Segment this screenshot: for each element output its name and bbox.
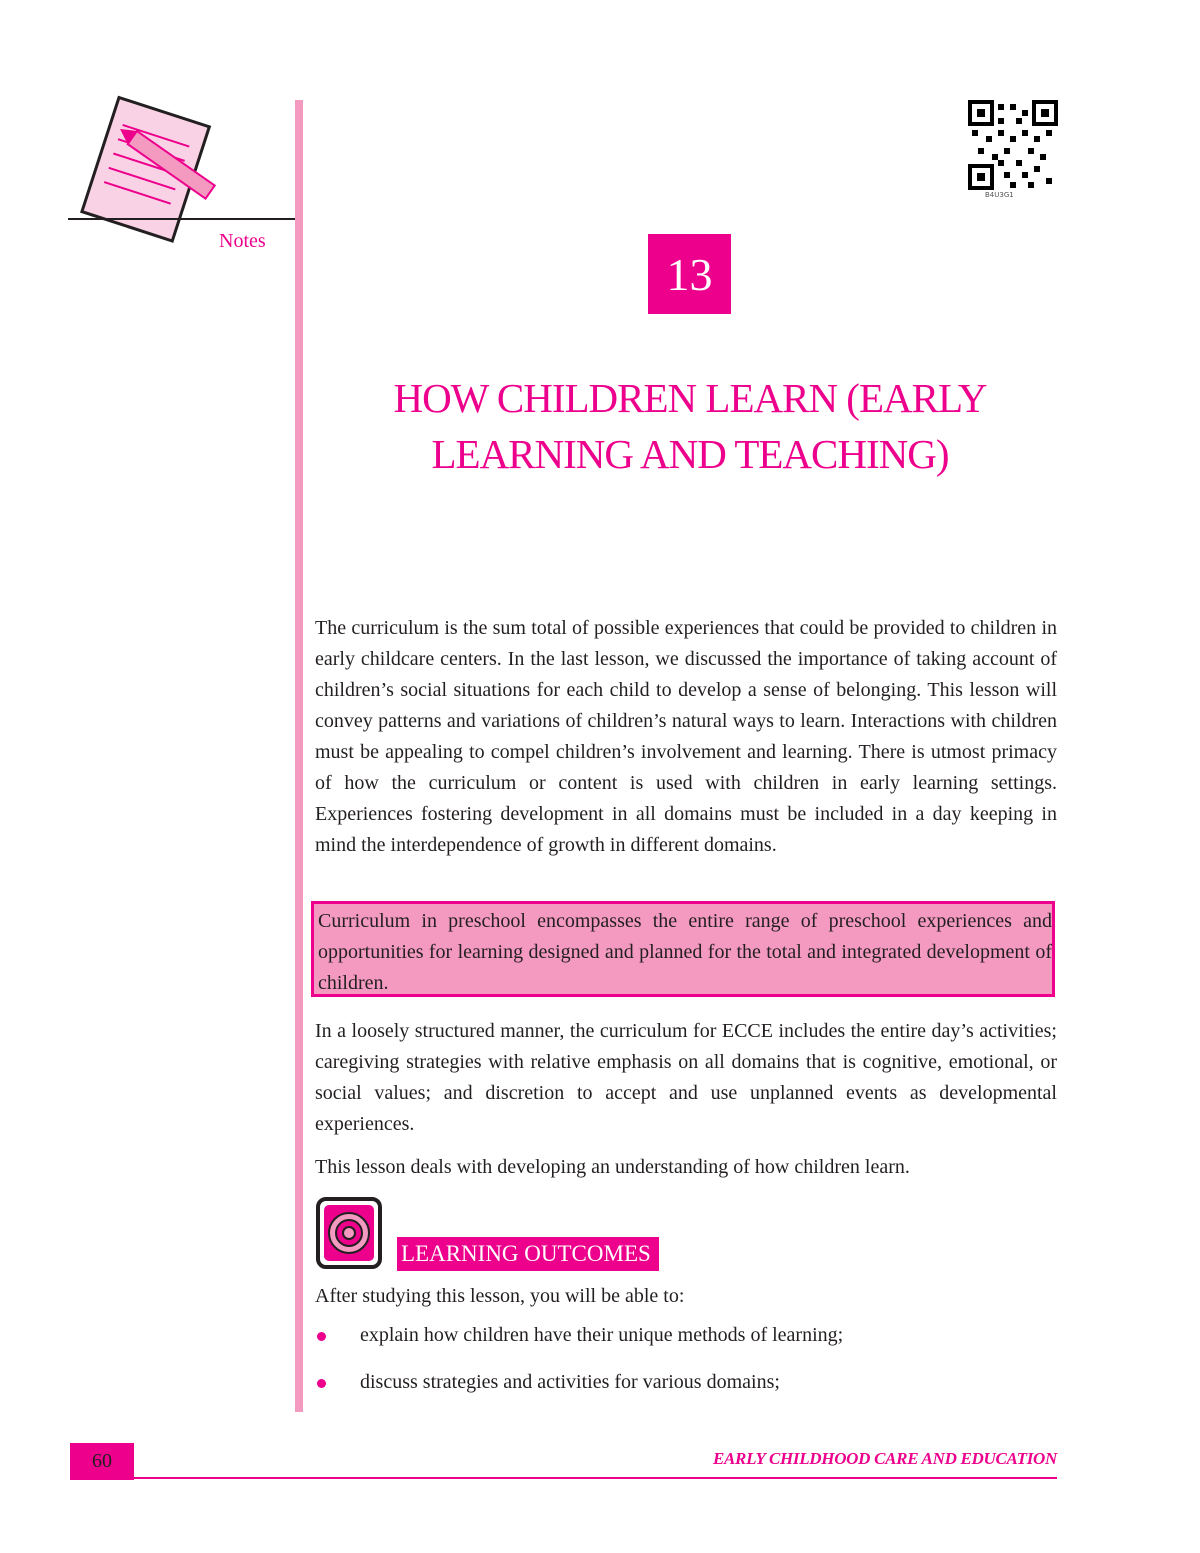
notepad-pen-icon: [68, 95, 228, 245]
bullet-icon: [317, 1379, 326, 1388]
chapter-number: 13: [648, 234, 731, 314]
page-number: 60: [70, 1443, 134, 1480]
intro-paragraph: The curriculum is the sum total of possible experiences that could be provided to children in early childcare centers. In the last lesson, we discussed the importance of taking account of children’s social situations for each child to develop a sense of belonging. This lesson will convey patterns and variations of children’s natural ways to learn. Interactions with children must be appealing to compel children’s involvement and learning. There is utmost primacy of how the curriculum or content is used with children in early learning settings. Experiences fostering development in all domains must be included in a day keeping in mind the interdependence of growth in different domains.: [315, 617, 1057, 856]
qr-caption: B4U3G1: [985, 191, 1014, 199]
definition-box: [311, 901, 1055, 997]
notes-label: Notes: [219, 230, 266, 252]
definition-text: Curriculum in preschool encompasses the entire range of preschool experiences and opportunities for learning designed and planned for the total and integrated development of children.: [318, 910, 1052, 994]
target-icon: [315, 1196, 391, 1270]
learning-outcomes-heading: LEARNING OUTCOMES: [397, 1237, 659, 1271]
curriculum-paragraph: In a loosely structured manner, the curriculum for ECCE includes the entire day’s activities; caregiving strategies with relative emphasis on all domains that is cognitive, emotional, or social values; and discretion to accept and use unplanned events as developmental experiences.: [315, 1020, 1057, 1135]
learning-outcomes-list: [315, 1320, 1057, 1414]
footer-rule: [134, 1477, 1057, 1479]
chapter-title-line-1: HOW CHILDREN LEARN (EARLY: [393, 375, 987, 421]
bullet-icon: [317, 1332, 326, 1341]
chapter-title: [305, 370, 1075, 482]
list-item-text: discuss strategies and activities for various domains;: [360, 1371, 780, 1393]
learning-outcomes-intro: After studying this lesson, you will be able to:: [315, 1285, 685, 1307]
qr-code-icon: [968, 100, 1058, 190]
list-item-text: explain how children have their unique methods of learning;: [360, 1324, 844, 1346]
margin-bar: [295, 100, 303, 1412]
list-item: [315, 1320, 1057, 1351]
chapter-title-line-2: LEARNING AND TEACHING): [431, 431, 949, 477]
lesson-scope-paragraph: This lesson deals with developing an understanding of how children learn.: [315, 1156, 910, 1178]
running-footer-title: EARLY CHILDHOOD CARE AND EDUCATION: [712, 1449, 1057, 1468]
notes-divider: [68, 218, 296, 220]
list-item: [315, 1367, 1057, 1398]
